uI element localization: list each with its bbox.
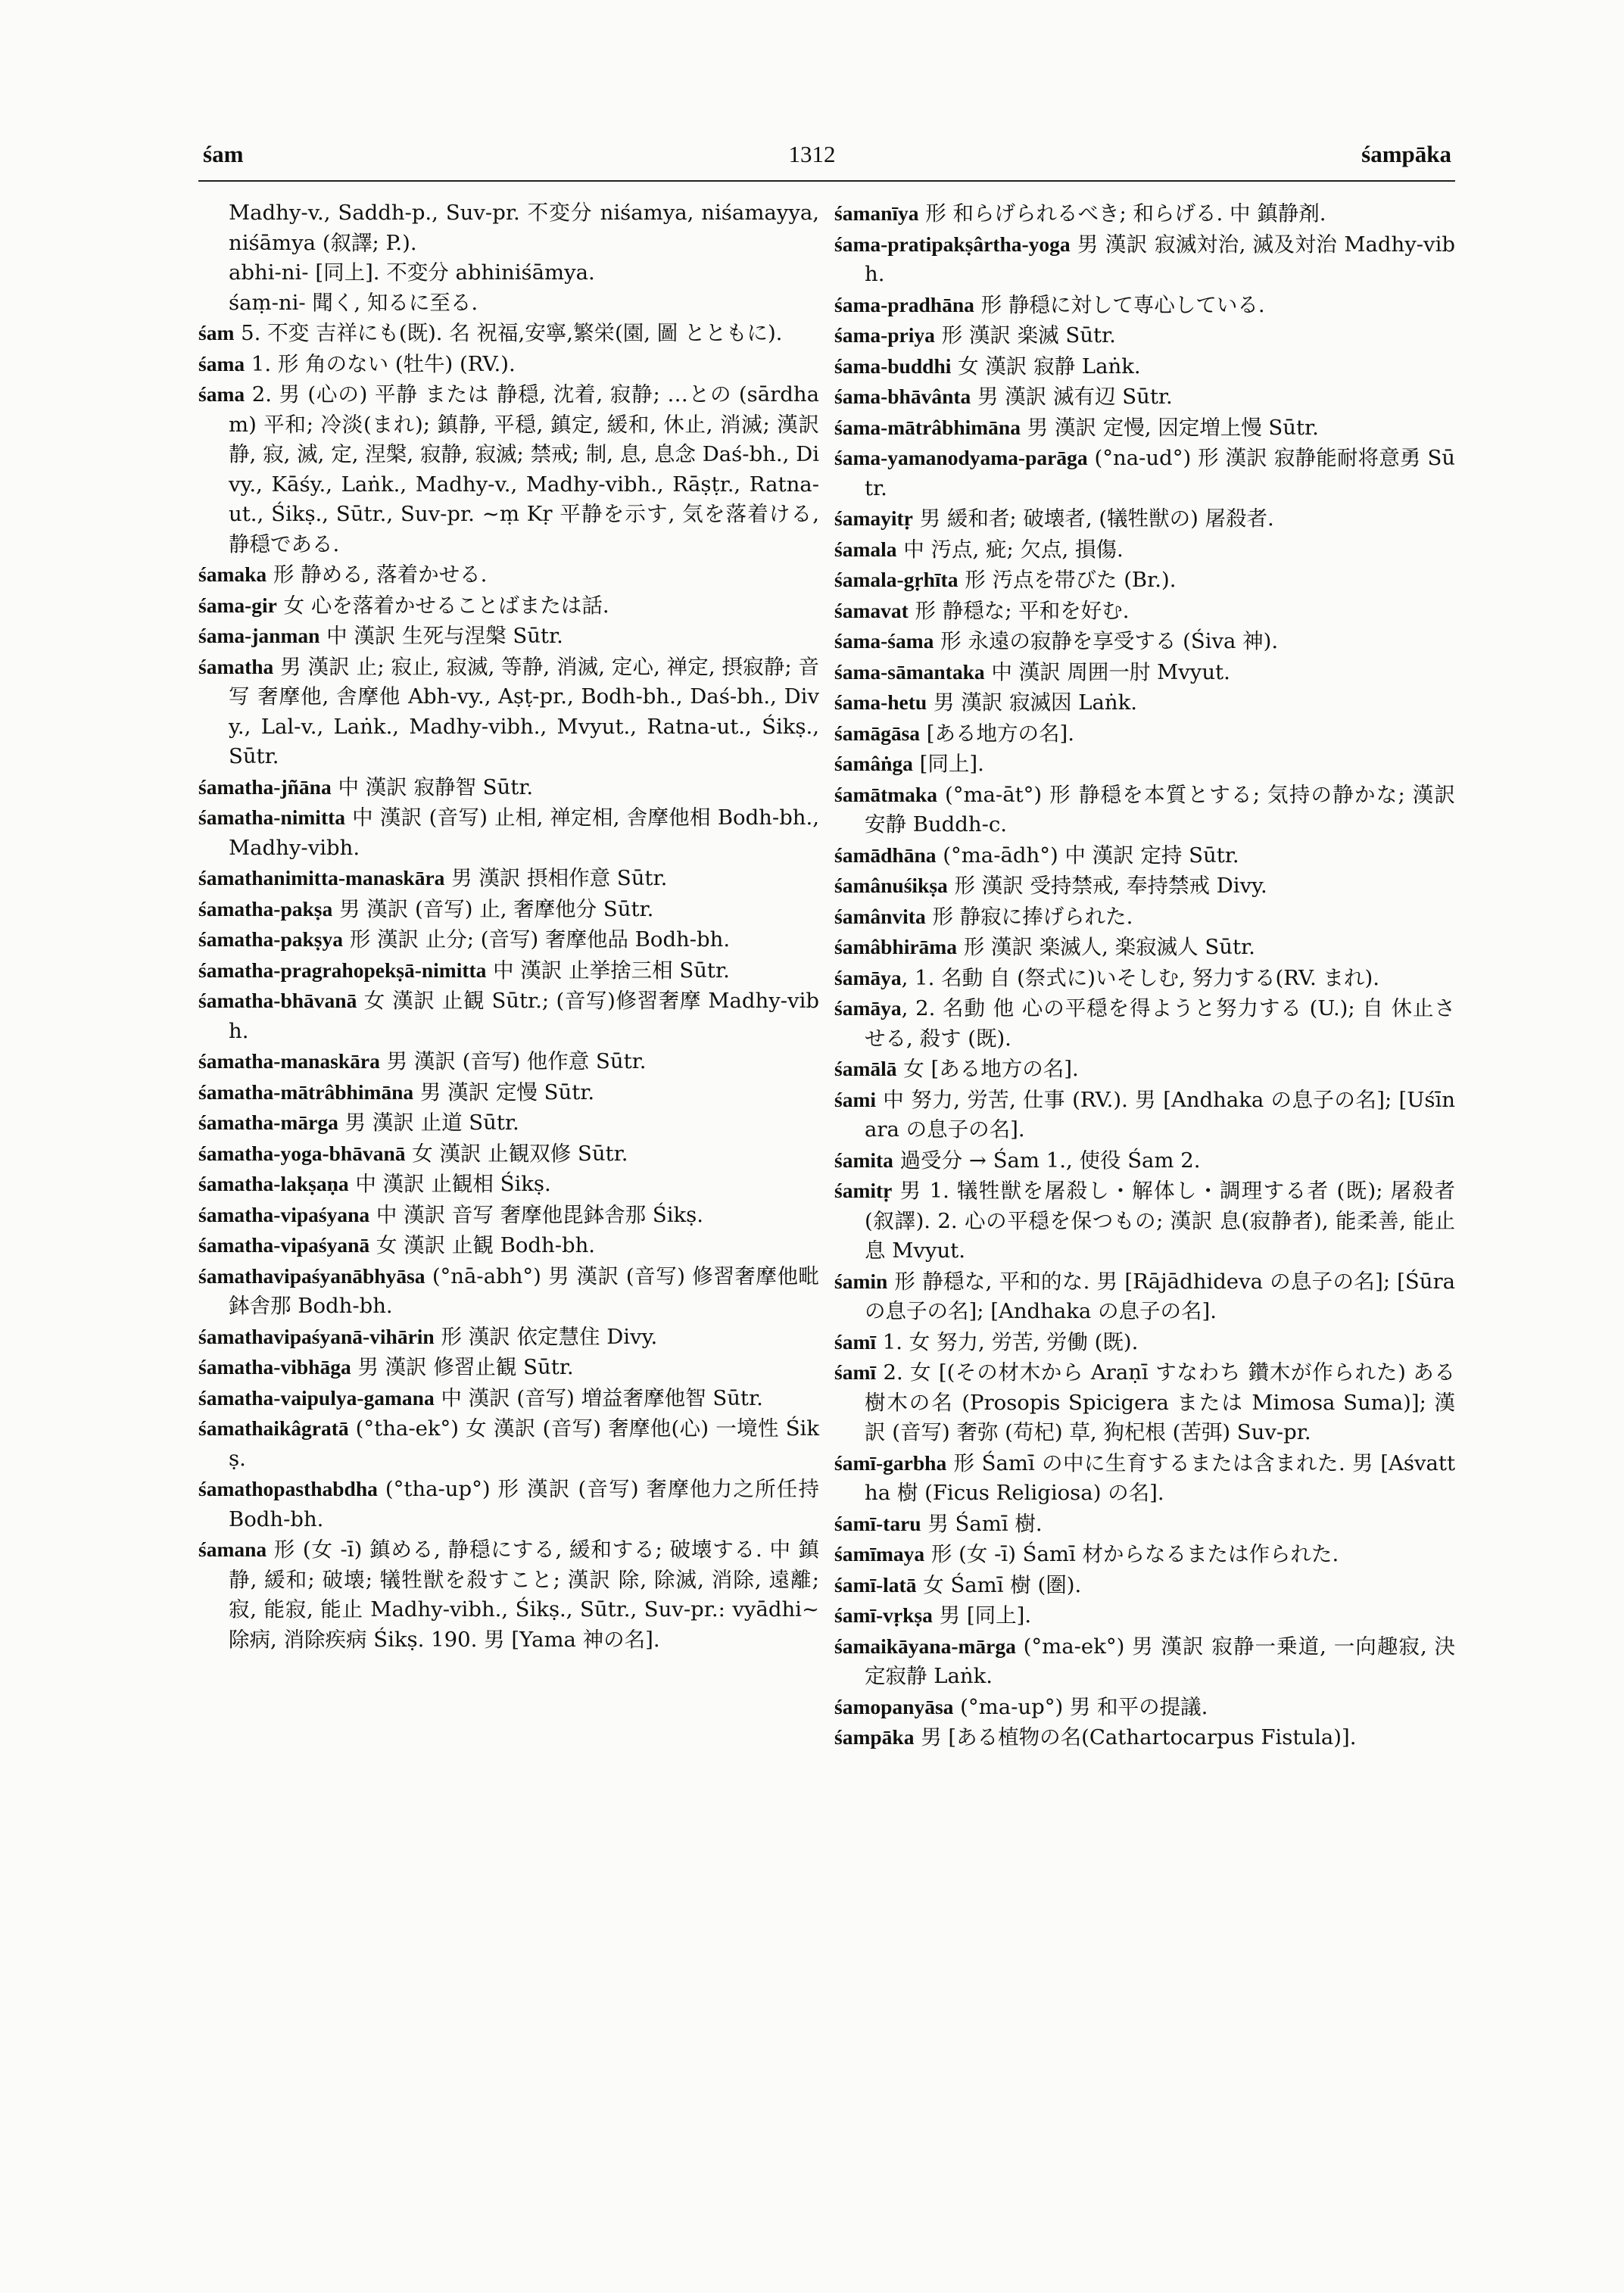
entry-definition: , 1. 名動 自 (祭式に)いそしむ, 努力する(RV. まれ). [901, 965, 1379, 990]
entry-headword: śamopanyāsa [834, 1694, 954, 1718]
entry-definition: (°tha-ek°) 女 漢訳 (音写) 奢摩他(心) 一境性 Śikṣ. [229, 1416, 819, 1471]
entry-headword: śamânvita [834, 904, 926, 928]
dictionary-entry [834, 993, 1455, 1054]
dictionary-entry [198, 379, 819, 559]
entry-headword: śamathopasthabdha [198, 1477, 378, 1500]
dictionary-entry [198, 1230, 819, 1261]
entry-headword: śamatha-pakṣa [198, 896, 333, 921]
dictionary-entry [834, 932, 1455, 963]
entry-definition: 2. 女 [(その材木から Araṇī すなわち 鑽木が作られた) ある 樹木の名 (Prosopis Spicigera または Mimosa Suma)]; 漢訳 (音写) 奢弥 (苟杞) 草, 狗杞根 (苦弭) Suv-pr. [865, 1360, 1455, 1444]
dictionary-entry [834, 963, 1455, 994]
dictionary-entry [198, 258, 819, 288]
entry-definition: 形 静穏な; 平和を好む. [908, 598, 1130, 623]
entry-headword: śami [834, 1087, 876, 1111]
entry-headword: śamayitṛ [834, 506, 913, 530]
entry-headword: śamathavipaśyanā-vihārin [198, 1324, 435, 1348]
entry-headword: śamatha-nimitta [198, 805, 346, 829]
dictionary-entry [198, 772, 819, 803]
entry-headword: śamavat [834, 598, 909, 622]
entry-definition: 女 漢訳 寂静 Laṅk. [951, 354, 1141, 379]
entry-headword: śamādhāna [834, 843, 937, 867]
entry-definition: 1. 形 角のない (牡牛) (RV.). [245, 351, 516, 376]
dictionary-entry [834, 443, 1455, 503]
entry-headword: śamathavipaśyanābhyāsa [198, 1263, 425, 1288]
entry-definition: 形 漢訳 依定慧住 Divy. [434, 1324, 658, 1349]
dictionary-entry [198, 198, 819, 258]
dictionary-entry [198, 1261, 819, 1322]
entry-headword: śamatha-jñāna [198, 774, 332, 799]
entry-definition: 男 漢訳 (音写) 止, 奢摩他分 Sūtr. [332, 896, 654, 921]
dictionary-entry [834, 503, 1455, 534]
dictionary-entry [834, 1176, 1455, 1266]
entry-headword: śamatha-yoga-bhāvanā [198, 1141, 406, 1165]
entry-headword: śama-yamanodyama-parāga [834, 446, 1088, 469]
entry-definition: 女 漢訳 止観双修 Sūtr. [405, 1141, 628, 1166]
dictionary-entry [198, 924, 819, 955]
entry-headword: śama-bhāvânta [834, 385, 971, 408]
dictionary-entry [834, 902, 1455, 933]
entry-headword: śama-pradhāna [834, 292, 974, 316]
entry-definition: 中 漢訳 周囲一肘 Mvyut. [984, 659, 1230, 684]
entry-headword: śamatha-pragrahopekṣā-nimitta [198, 958, 487, 982]
dictionary-entry [198, 1322, 819, 1353]
dictionary-entry [198, 863, 819, 894]
entry-headword: śamī [834, 1360, 876, 1384]
entry-definition: 男 Śamī 樹. [921, 1511, 1043, 1536]
dictionary-entry [834, 1539, 1455, 1570]
dictionary-entry [198, 1077, 819, 1108]
dictionary-entry [834, 290, 1455, 321]
entry-headword: śamāya [834, 965, 902, 989]
entry-headword: śamī-latā [834, 1572, 917, 1597]
dictionary-entry [834, 1054, 1455, 1085]
entry-headword: śamatha-vibhāga [198, 1355, 351, 1379]
entry-headword: śamatha-vaipulya-gamana [198, 1385, 435, 1410]
dictionary-entry [834, 565, 1455, 596]
entry-headword: śamālā [834, 1057, 897, 1080]
entry-headword: śamatha-mātrâbhimāna [198, 1080, 414, 1104]
entry-headword: śamâbhirāma [834, 935, 957, 958]
entry-headword: śama [198, 351, 245, 375]
entry-definition: 男 漢訳 摂相作意 Sūtr. [444, 866, 668, 890]
dictionary-entry [834, 687, 1455, 718]
entry-definition: 形 Śamī の中に生育するまたは含まれた. 男 [Aśvattha 樹 (Ficus Religiosa) の名]. [865, 1450, 1455, 1505]
dictionary-entry [198, 652, 819, 772]
entry-headword: śamaikāyana-mārga [834, 1634, 1016, 1658]
entry-definition: śaṃ-ni- 聞く, 知るに至る. [229, 290, 478, 315]
entry-definition: (°ma-āt°) 形 静穏を本質とする; 気持の静かな; 漢訳 安静 Buddh-c. [865, 782, 1455, 837]
dictionary-entry [834, 1509, 1455, 1540]
entry-definition: 男 漢訳 寂滅因 Laṅk. [927, 690, 1137, 715]
entry-headword: śamāgāsa [834, 721, 921, 745]
dictionary-entry [198, 1352, 819, 1383]
entry-definition: 女 漢訳 止観 Bodh-bh. [369, 1233, 596, 1257]
dictionary-entry [198, 802, 819, 863]
entry-definition: 中 漢訳 (音写) 止相, 禅定相, 舎摩他相 Bodh-bh., Madhy-vibh. [229, 805, 819, 860]
entry-headword: śamânuśikṣa [834, 874, 948, 897]
entry-definition: 中 漢訳 止挙捨三相 Sūtr. [486, 958, 730, 983]
entry-headword: śama-gir [198, 593, 277, 617]
entry-definition: 男 漢訳 定慢 Sūtr. [413, 1080, 595, 1104]
entry-definition: 中 漢訳 寂静智 Sūtr. [331, 774, 534, 799]
dictionary-entry [834, 626, 1455, 657]
entry-headword: śama [198, 382, 245, 406]
dictionary-entry [198, 1169, 819, 1200]
entry-definition: 形 静穏に対して専心している. [974, 292, 1265, 317]
dictionary-entry [834, 1631, 1455, 1692]
dictionary-entry [198, 955, 819, 986]
header-left-guideword: śam [203, 141, 244, 167]
entry-headword: śamatha [198, 654, 274, 678]
entry-headword: śamātmaka [834, 782, 937, 806]
entry-definition: [ある地方の名]. [920, 721, 1075, 746]
entry-definition: (°ma-up°) 男 和平の提議. [953, 1694, 1208, 1719]
page-number: 1312 [788, 141, 836, 167]
entry-headword: śamī-taru [834, 1511, 921, 1535]
entry-definition: 形 汚点を帯びた (Br.). [958, 568, 1177, 592]
entry-definition: 男 [同上]. [932, 1603, 1032, 1628]
entry-definition: 中 汚点, 疵; 欠点, 損傷. [896, 537, 1124, 562]
entry-definition: (°nā-abh°) 男 漢訳 (音写) 修習奢摩他毗鉢舎那 Bodh-bh. [229, 1263, 819, 1318]
dictionary-entry [834, 351, 1455, 382]
entry-headword: śama-sāmantaka [834, 659, 985, 684]
left-column [198, 198, 819, 1655]
dictionary-entry [834, 1692, 1455, 1723]
entry-headword: śamatha-bhāvanā [198, 989, 357, 1012]
entry-definition: 男 漢訳 滅有辺 Sūtr. [971, 385, 1173, 409]
entry-definition: 形 (女 -ī) 鎮める, 静穏にする, 緩和する; 破壊する. 中 鎮静, 緩和; 破壊; 犠牲獣を殺すこと; 漢訳 除, 除滅, 消除, 遠離; 寂, 能寂, 能止 Madhy-vibh., Śikṣ., Sūtr., Suv-pr.: vyādhi~ 除病, 消除疾病 Śikṣ. 190. 男 [Yama 神の名]. [229, 1537, 819, 1652]
dictionary-entry [198, 1534, 819, 1655]
entry-headword: śama-pratipakṣârtha-yoga [834, 232, 1071, 256]
entry-definition: 男 緩和者; 破壊者, (犠牲獣の) 屠殺者. [912, 506, 1274, 531]
dictionary-entry [834, 413, 1455, 444]
entry-headword: śamī [834, 1329, 876, 1354]
entry-definition: 中 漢訳 止観相 Śikṣ. [348, 1172, 551, 1196]
dictionary-entry [198, 1200, 819, 1231]
entry-definition: (°ma-ek°) 男 漢訳 寂静一乗道, 一向趣寂, 決定寂静 Laṅk. [865, 1634, 1455, 1688]
dictionary-entry [198, 1139, 819, 1170]
entry-definition: 過受分 → Śam 1., 使役 Śam 2. [893, 1148, 1201, 1173]
entry-definition: 1. 女 努力, 労苦, 労働 (既). [876, 1329, 1139, 1354]
entry-headword: śama-mātrâbhimāna [834, 415, 1021, 439]
entry-definition: 形 漢訳 楽滅人, 楽寂滅人 Sūtr. [956, 935, 1255, 959]
entry-headword: śamala-gṛhīta [834, 568, 959, 591]
entry-definition: abhi-ni- [同上]. 不変分 abhiniśāmya. [229, 260, 595, 285]
entry-headword: śamathanimitta-manaskāra [198, 866, 445, 889]
entry-definition: 形 漢訳 楽滅 Sūtr. [934, 323, 1116, 347]
dictionary-entry [198, 318, 819, 349]
dictionary-entry [834, 1448, 1455, 1509]
entry-definition: 女 心を落着かせることばまたは話. [276, 593, 609, 618]
entry-headword: śama-priya [834, 323, 935, 347]
right-column [834, 198, 1455, 1753]
entry-headword: śamīmaya [834, 1542, 925, 1566]
entry-headword: śama-buddhi [834, 354, 952, 378]
entry-definition: , 2. 名動 他 心の平穏を得ようと努力する (U.); 自 休止させる, 殺す (既). [865, 996, 1455, 1051]
dictionary-entry [834, 229, 1455, 290]
dictionary-entry [834, 1357, 1455, 1448]
entry-definition: 男 [ある植物の名(Cathartocarpus Fistula)]. [914, 1725, 1357, 1749]
dictionary-entry [198, 1108, 819, 1139]
entry-headword: śamitṛ [834, 1179, 893, 1202]
dictionary-entry [198, 1474, 819, 1534]
entry-definition: 女 漢訳 止観 Sūtr.; (音写)修習奢摩 Madhy-vibh. [229, 989, 819, 1043]
entry-definition: (°tha-up°) 形 漢訳 (音写) 奢摩他力之所任持 Bodh-bh. [229, 1477, 819, 1531]
entry-definition: 形 漢訳 受持禁戒, 奉持禁戒 Divy. [947, 874, 1267, 898]
dictionary-entry [834, 382, 1455, 413]
entry-headword: śamathaikâgratā [198, 1416, 349, 1440]
running-head [0, 141, 1624, 179]
entry-definition: 2. 男 (心の) 平静 または 静穏, 沈着, 寂静; …との (sārdham) 平和; 冷淡(まれ); 鎮静, 平穏, 鎮定, 緩和, 休止, 消滅; 漢訳 静, 寂, 滅, 定, 涅槃, 寂静, 寂滅; 禁戒; 制, 息, 息念 Daś-bh., Divy., Kāśy., Laṅk., Madhy-v., Madhy-vibh., Rāṣṭr., Ratna-ut., Śikṣ., Sūtr., Suv-pr. ~ṃ Kṛ 平静を示す, 気を落着ける, 静穏である. [229, 382, 819, 556]
dictionary-entry [834, 1145, 1455, 1176]
dictionary-entry [834, 657, 1455, 688]
dictionary-entry [834, 780, 1455, 840]
entry-definition: 形 静める, 落着かせる. [267, 562, 488, 587]
entry-headword: śamatha-manaskāra [198, 1049, 380, 1073]
entry-definition: 男 漢訳 修習止観 Sūtr. [351, 1355, 574, 1379]
dictionary-entry [198, 621, 819, 652]
dictionary-entry [198, 1413, 819, 1474]
dictionary-entry [198, 288, 819, 319]
entry-definition: 男 漢訳 寂滅対治, 滅及対治 Madhy-vibh. [865, 232, 1455, 286]
entry-definition: 5. 不変 吉祥にも(既). 名 祝福,安寧,繁栄(園, 圖 とともに). [234, 321, 783, 345]
dictionary-entry [834, 1085, 1455, 1145]
entry-headword: śama-śama [834, 629, 934, 653]
entry-definition: (°ma-ādh°) 中 漢訳 定持 Sūtr. [936, 843, 1239, 868]
dictionary-entry [198, 1046, 819, 1077]
dictionary-entry [198, 894, 819, 925]
dictionary-entry [834, 596, 1455, 627]
entry-definition: 形 静穏な, 平和的な. 男 [Rājādhideva の息子の名]; [Śūra の息子の名]; [Andhaka の息子の名]. [865, 1269, 1455, 1323]
entry-headword: śamatha-vipaśyana [198, 1202, 370, 1226]
dictionary-entry [834, 1600, 1455, 1631]
entry-headword: śam [198, 321, 235, 344]
dictionary-entry [198, 559, 819, 590]
entry-definition: 形 漢訳 止分; (音写) 奢摩他品 Bodh-bh. [343, 927, 731, 952]
entry-headword: śamala [834, 537, 897, 561]
dictionary-entry [834, 1722, 1455, 1753]
entry-headword: śamanīya [834, 201, 919, 225]
entry-headword: śampāka [834, 1725, 915, 1749]
entry-headword: śamatha-mārga [198, 1111, 338, 1134]
entry-definition: (°na-ud°) 形 漢訳 寂静能耐将意勇 Sūtr. [865, 446, 1455, 500]
entry-headword: śama-janman [198, 624, 320, 647]
entry-headword: śamī-garbha [834, 1450, 947, 1475]
dictionary-entry [834, 871, 1455, 902]
entry-headword: śamatha-vipaśyanā [198, 1233, 370, 1257]
entry-headword: śamaka [198, 562, 267, 586]
entry-definition: 中 漢訳 音写 奢摩他毘鉢舎那 Śikṣ. [369, 1202, 704, 1227]
entry-definition: 女 Śamī 樹 (圏). [916, 1572, 1082, 1597]
entry-definition: 男 漢訳 定慢, 因定増上慢 Sūtr. [1020, 415, 1319, 440]
dictionary-entry [834, 320, 1455, 351]
entry-headword: śamatha-lakṣaṇa [198, 1172, 349, 1195]
dictionary-entry [198, 1383, 819, 1414]
dictionary-entry [198, 590, 819, 622]
entry-headword: śamatha-pakṣya [198, 927, 344, 951]
entry-definition: 中 努力, 労苦, 仕事 (RV.). 男 [Andhaka の息子の名]; [Uśīnara の息子の名]. [865, 1087, 1455, 1142]
dictionary-entry [834, 534, 1455, 565]
entry-headword: śamin [834, 1269, 888, 1293]
dictionary-entry [834, 1266, 1455, 1327]
entry-headword: śamâṅga [834, 752, 913, 775]
dictionary-entry [834, 1570, 1455, 1601]
dictionary-entry [834, 1327, 1455, 1358]
entry-definition: 形 静寂に捧げられた. [925, 904, 1133, 929]
entry-headword: śamita [834, 1148, 893, 1172]
dictionary-entry [834, 840, 1455, 871]
entry-headword: śamī-vṛkṣa [834, 1603, 933, 1627]
entry-definition: 女 [ある地方の名]. [896, 1057, 1079, 1081]
entry-definition: 形 (女 -ī) Śamī 材からなるまたは作られた. [924, 1542, 1339, 1566]
header-rule [198, 180, 1455, 182]
entry-definition: 中 漢訳 (音写) 増益奢摩他智 Sūtr. [434, 1385, 763, 1410]
entry-definition: [同上]. [912, 752, 984, 776]
dictionary-entry [834, 198, 1455, 229]
entry-definition: 中 漢訳 生死与涅槃 Sūtr. [320, 624, 563, 648]
entry-definition: 男 1. 犠牲獣を屠殺し・解体し・調理する者 (既); 屠殺者 (叙譯). 2. 心の平穏を保つもの; 漢訳 息(寂静者), 能柔善, 能止息 Mvyut. [865, 1179, 1455, 1263]
entry-definition: 形 永遠の寂静を享受する (Śiva 神). [934, 629, 1279, 653]
dictionary-entry [834, 749, 1455, 780]
dictionary-entry [198, 986, 819, 1046]
entry-definition: 男 漢訳 (音写) 他作意 Sūtr. [379, 1049, 647, 1073]
entry-definition: 男 漢訳 止道 Sūtr. [338, 1111, 519, 1135]
header-right-guideword: śampāka [1361, 141, 1451, 167]
entry-definition: 男 漢訳 止; 寂止, 寂滅, 等静, 消滅, 定心, 禅定, 摂寂静; 音写 奢摩他, 舎摩他 Abh-vy., Aṣṭ-pr., Bodh-bh., Daś-bh., Divy., Lal-v., Laṅk., Madhy-vibh., Mvyut., Ratna-ut., Śikṣ., Sūtr. [229, 654, 819, 768]
dictionary-entry [198, 349, 819, 380]
entry-headword: śamana [198, 1537, 267, 1561]
entry-definition: Madhy-v., Saddh-p., Suv-pr. 不変分 niśamya, niśamayya, niśāmya (叙譯; P.). [229, 201, 819, 255]
entry-headword: śama-hetu [834, 690, 927, 714]
entry-headword: śamāya [834, 996, 902, 1020]
entry-definition: 形 和らげられるべき; 和らげる. 中 鎮静剤. [918, 201, 1326, 226]
dictionary-entry [834, 718, 1455, 749]
